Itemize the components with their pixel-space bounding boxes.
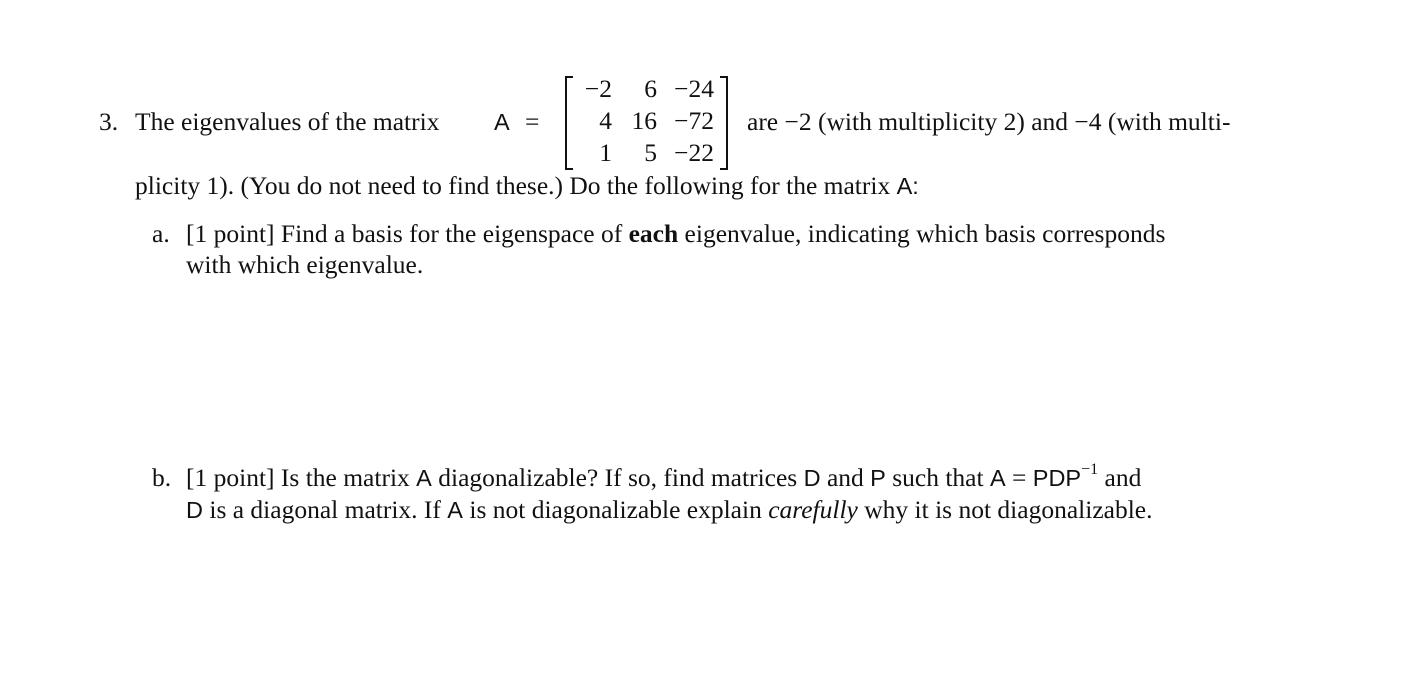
problem-continuation-text: plicity 1). (You do not need to find these.) Do the following for the matrix bbox=[135, 171, 891, 200]
part-b-points: [1 point] bbox=[186, 463, 275, 492]
part-b-text: such that bbox=[892, 463, 984, 492]
part-b-text: is a diagonal matrix. If bbox=[209, 495, 441, 524]
part-b-line-1 bbox=[186, 463, 1141, 493]
matrix-cell: −22 bbox=[674, 138, 714, 167]
part-a-text: Find a basis for the eigenspace of bbox=[280, 219, 623, 248]
part-b-text: and bbox=[826, 463, 864, 492]
matrix-cell: −72 bbox=[674, 106, 714, 135]
matrix-cell: 1 bbox=[599, 138, 612, 167]
matrix-cell: −2 bbox=[584, 74, 612, 103]
matrix-variable: P bbox=[870, 465, 886, 491]
equals-sign: = bbox=[1012, 463, 1027, 492]
part-b-text: is not diagonalizable explain bbox=[469, 495, 762, 524]
matrix-cell: 6 bbox=[644, 74, 657, 103]
problem-number: 3. bbox=[99, 107, 119, 136]
problem-line-2 bbox=[135, 171, 919, 201]
matrix-cell: 4 bbox=[599, 106, 612, 135]
matrix-name: A bbox=[494, 109, 510, 135]
matrix-variable: D bbox=[186, 497, 203, 523]
part-a-text-cont: eigenvalue, indicating which basis corresponds bbox=[684, 219, 1166, 248]
part-a-line-2: with which eigenvalue. bbox=[186, 250, 424, 279]
matrix-variable: A bbox=[416, 465, 432, 491]
part-b-emphasis: carefully bbox=[768, 495, 858, 524]
part-b-text: diagonalizable? If so, find matrices bbox=[438, 463, 798, 492]
inverse-exponent: −1 bbox=[1081, 461, 1099, 478]
matrix-cell: 5 bbox=[644, 138, 657, 167]
matrix-cell: −24 bbox=[674, 74, 714, 103]
part-b-line-2 bbox=[186, 495, 1152, 525]
part-a-line-1 bbox=[186, 219, 1165, 249]
part-a-emphasis: each bbox=[628, 219, 679, 248]
matrix-right-bracket bbox=[720, 76, 728, 170]
eigenvalues-text: are −2 (with multiplicity 2) and −4 (with multi- bbox=[747, 107, 1231, 136]
matrix-product: PDP bbox=[1032, 465, 1082, 491]
equals-sign: = bbox=[525, 107, 540, 136]
matrix-variable: D bbox=[803, 465, 821, 491]
problem-intro-text: The eigenvalues of the matrix bbox=[135, 107, 440, 136]
part-b-label: b. bbox=[152, 463, 172, 492]
matrix-variable: A bbox=[989, 465, 1006, 491]
part-b-text: why it is not diagonalizable. bbox=[864, 495, 1153, 524]
matrix-variable: A bbox=[447, 497, 463, 523]
part-a-points: [1 point] bbox=[186, 219, 275, 248]
matrix-cell: 16 bbox=[631, 106, 657, 135]
matrix-variable: A bbox=[896, 173, 913, 199]
part-b-text: Is the matrix bbox=[280, 463, 410, 492]
part-a-label: a. bbox=[152, 219, 170, 248]
part-b-text: and bbox=[1104, 463, 1142, 492]
colon: : bbox=[912, 173, 919, 199]
